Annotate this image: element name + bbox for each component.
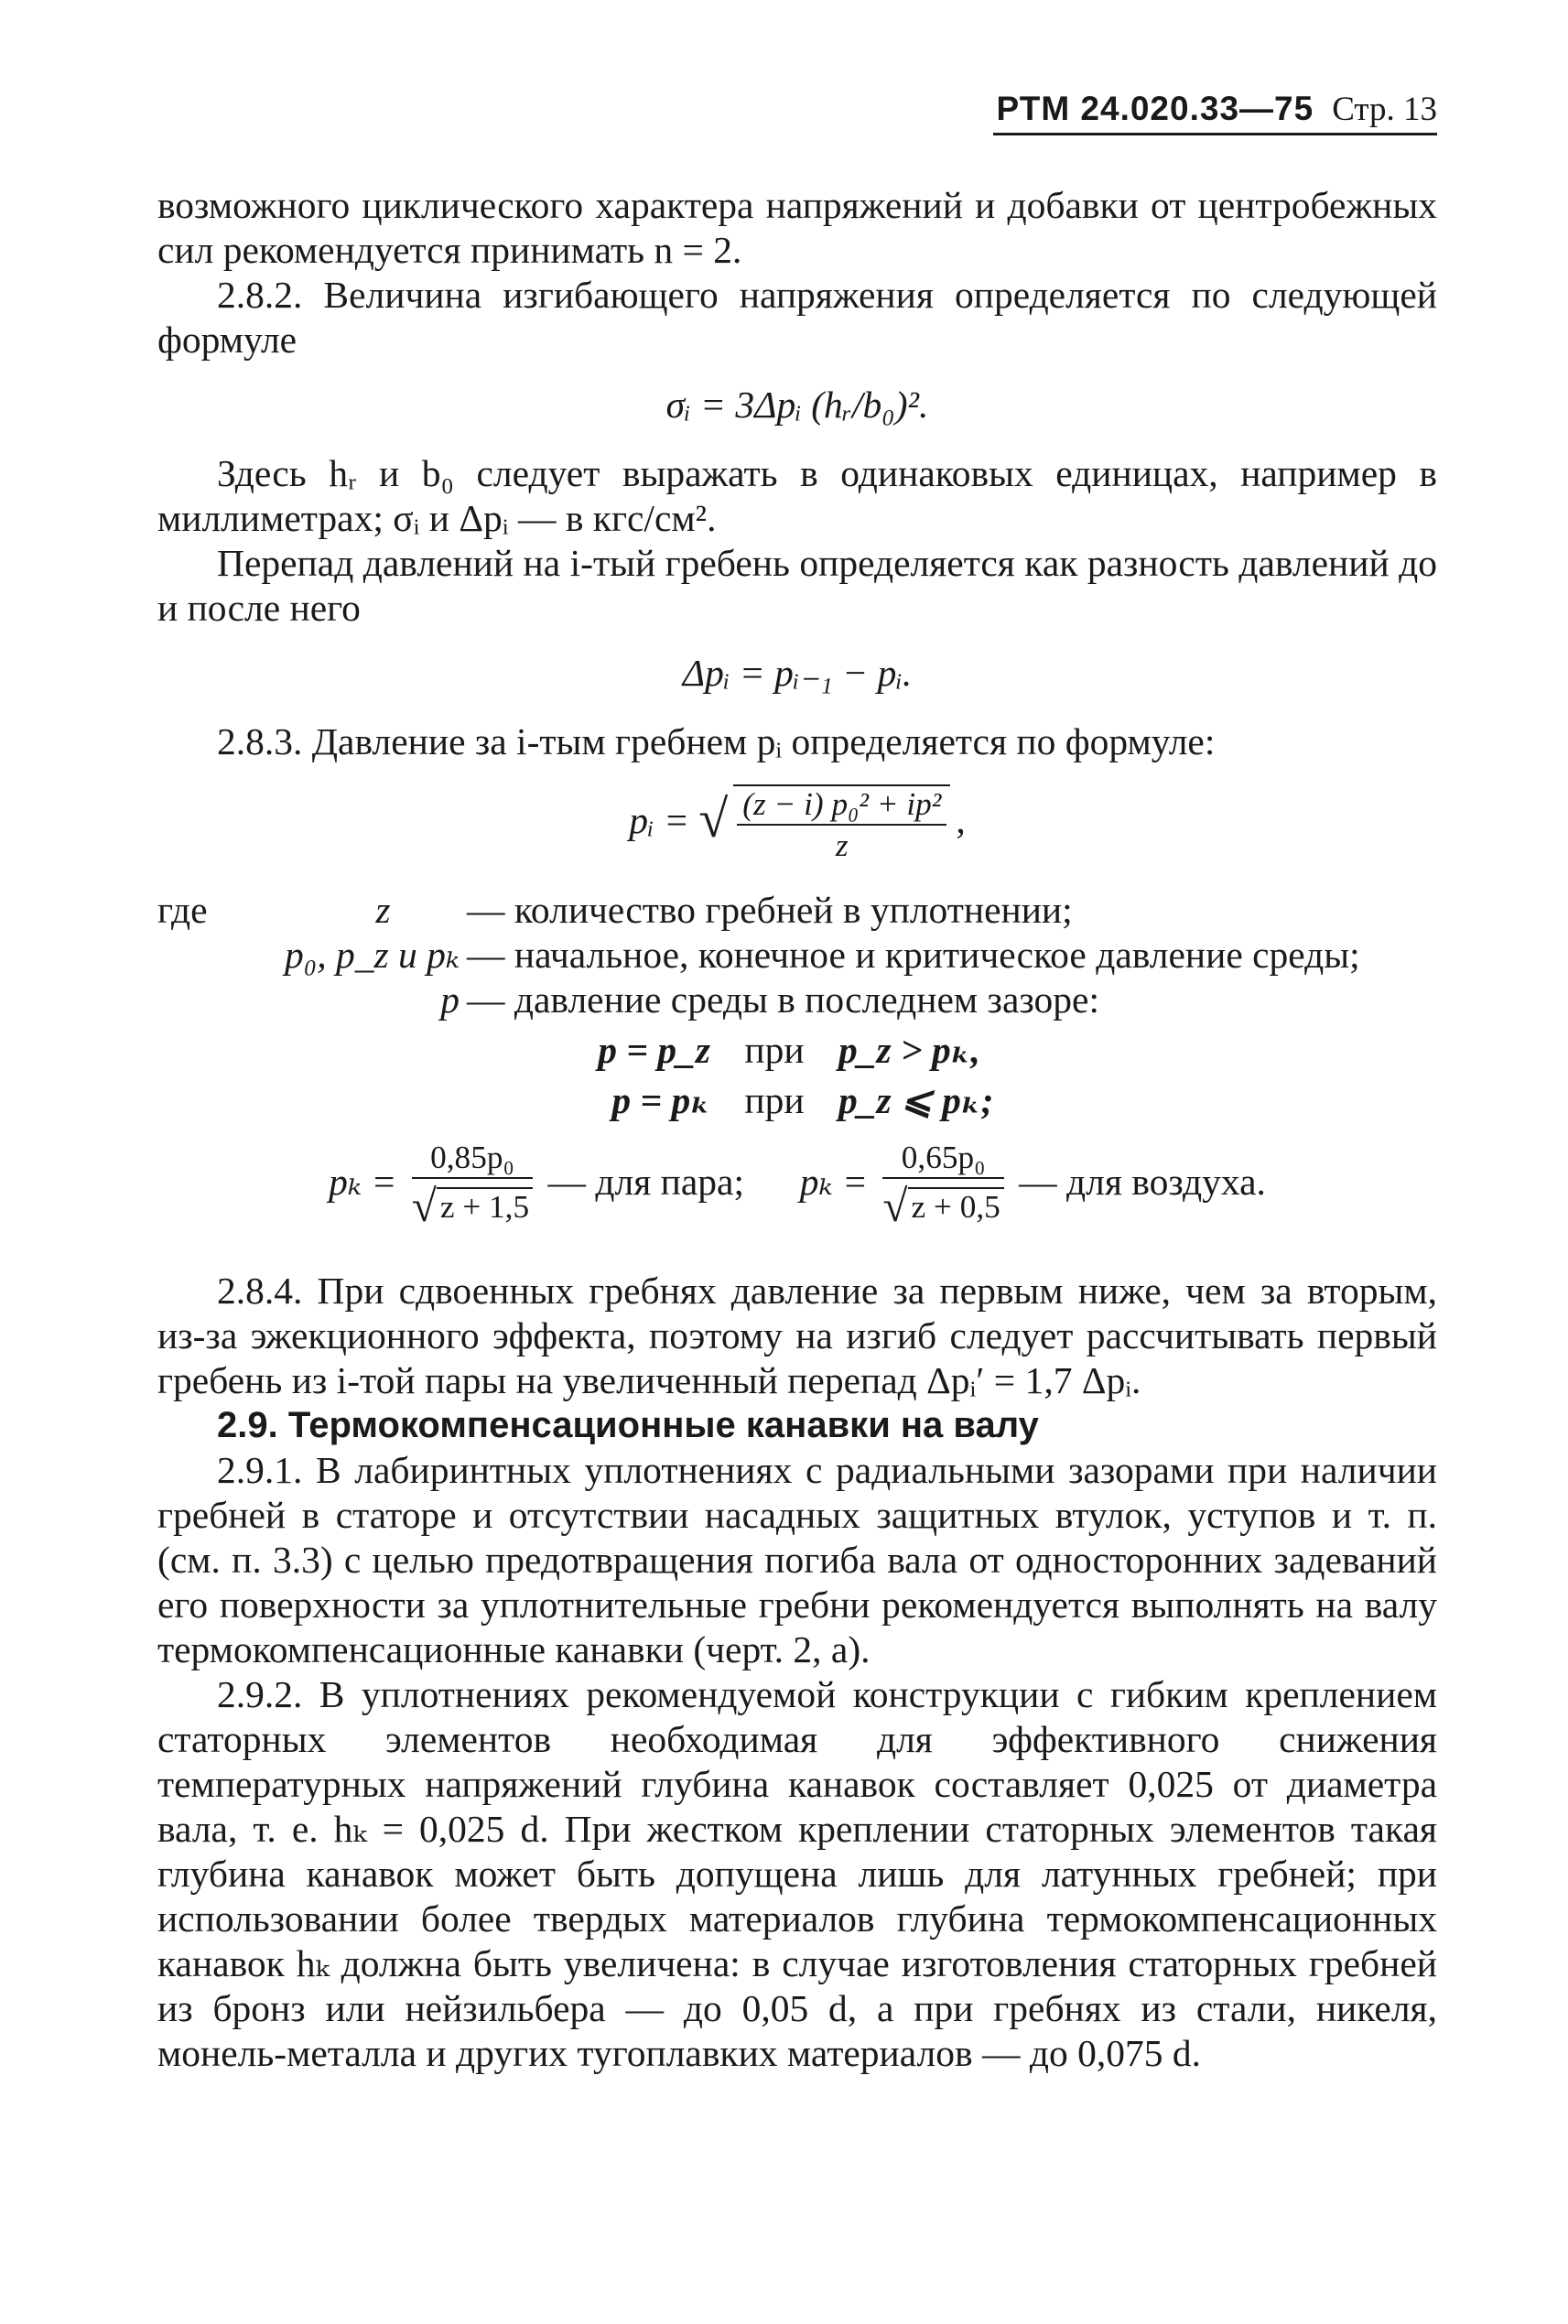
fraction-numerator: 0,65p₀ [882, 1140, 1003, 1179]
paragraph-2-9-2: 2.9.2. В уплотнениях рекомендуемой конструкции с гибким креплением статорных элементов необходимая для эффективного снижения температурных напряжений глубина канавок составляет 0,025 от диаметра вала, т. е. hₖ = 0,025 d. При жестком креплении статорных элементов такая глубина канавок может быть допущена лишь для латунных гребней; при использовании более твердых материалов глубина термокомпенсационных канавок hₖ должна быть увеличена: в случае изготовления статорных гребней из бронз или нейзильбера — до 0,05 d, а при гребнях из стали, никеля, монель-металла и других тугоплавких материалов — до 0,075 d. [157, 1673, 1437, 2075]
symbol-z: z [375, 889, 391, 932]
pk-label-air: — для воздуха. [1019, 1161, 1266, 1204]
paragraph-2-8-4: 2.8.4. При сдвоенных гребнях давление за первым ниже, чем за вторым, из-за эжекционного эффекта, поэтому на изгиб следует рассчитывать первый гребень из i-той пары на увеличенный перепад Δpᵢ′ = 1,7 Δpᵢ. [157, 1270, 1437, 1402]
formula-critical-pressure [157, 1140, 1437, 1232]
pk-fraction-steam [412, 1140, 533, 1232]
definition-row [157, 888, 1437, 933]
pk-label-steam: — для пара; [547, 1161, 744, 1204]
paragraph-pressure-drop: Перепад давлений на i-тый гребень определяется как разность давлений до и после него [157, 542, 1437, 629]
paragraph-2-8-3: 2.8.3. Давление за i-тым гребнем pᵢ определяется по формуле: [217, 720, 1216, 762]
radicand: z + 1,5 [437, 1187, 533, 1225]
condition-rhs: p_z ⩽ pₖ; [838, 1079, 994, 1122]
condition-word: при [744, 1029, 805, 1072]
definition-text: — начальное, конечное и критическое давление среды; [467, 934, 1360, 977]
condition-word: при [744, 1079, 805, 1122]
page-number: Стр. 13 [1332, 91, 1437, 128]
condition-lhs: p = pₖ [611, 1079, 710, 1122]
fraction-denominator [882, 1179, 1003, 1233]
formula-pressure-drop: Δpᵢ = pᵢ₋₁ − pᵢ. [682, 652, 913, 694]
condition-lhs: p = p_z [598, 1029, 710, 1072]
definition-row [157, 978, 1437, 1022]
paragraph-continuation: возможного циклического характера напряжений и добавки от центробежных сил рекомендуется принимать n = 2. [157, 184, 1437, 271]
formula-fraction [733, 784, 950, 864]
definition-row [157, 933, 1437, 978]
fraction-denominator: z [835, 827, 849, 863]
page-body [157, 183, 1437, 2076]
definitions-list [157, 888, 1437, 1022]
formula-lhs: pᵢ = [629, 799, 689, 842]
definition-symbol [157, 888, 467, 933]
definition-text: — давление среды в последнем зазоре: [467, 978, 1099, 1021]
where-word: где [157, 889, 208, 932]
formula-bending-stress: σᵢ = 3Δpᵢ (hᵣ/b₀)². [665, 384, 929, 426]
condition-row [157, 1028, 1437, 1073]
definition-text: — количество гребней в уплотнении; [467, 889, 1073, 932]
formula-tail: , [956, 799, 966, 842]
radicand: z + 0,5 [908, 1187, 1004, 1225]
fraction-numerator: (z − i) p₀² + ip² [737, 786, 946, 826]
pk-symbol: pₖ = [329, 1161, 397, 1204]
document-code: РТМ 24.020.33—75 [996, 90, 1314, 127]
sqrt-icon: √ [698, 789, 729, 849]
definition-symbol: p₀, p_z и pₖ [285, 934, 460, 977]
pk-symbol: pₖ = [799, 1161, 869, 1204]
definition-symbol: p [440, 978, 460, 1021]
fraction-numerator: 0,85p₀ [412, 1140, 533, 1179]
condition-rhs: p_z > pₖ, [838, 1029, 980, 1072]
sqrt-icon: √ [411, 1180, 437, 1231]
section-heading-2-9: 2.9. Термокомпенсационные канавки на валу [217, 1405, 1039, 1446]
paragraph-2-9-1: 2.9.1. В лабиринтных уплотнениях с радиальными зазорами при наличии гребней в статоре и отсутствии насадных защитных втулок, уступов и т. п. (см. п. 3.3) с целью предотвращения погиба вала от односторонних задеваний его поверхности за уплотнительные гребни рекомендуется выполнять на валу термокомпенсационные канавки (черт. 2, а). [157, 1449, 1437, 1671]
pk-fraction-air [882, 1140, 1003, 1232]
formula-pressure-after-fin [157, 784, 1437, 864]
condition-row [157, 1078, 1437, 1123]
sqrt-icon: √ [882, 1180, 908, 1231]
page-header [993, 90, 1437, 135]
fraction-denominator [412, 1179, 533, 1233]
paragraph-2-8-2: 2.8.2. Величина изгибающего напряжения определяется по следующей формуле [157, 274, 1437, 361]
paragraph-units: Здесь hᵣ и b₀ следует выражать в одинаковых единицах, например в миллиметрах; σᵢ и Δpᵢ — в кгс/см². [157, 452, 1437, 539]
